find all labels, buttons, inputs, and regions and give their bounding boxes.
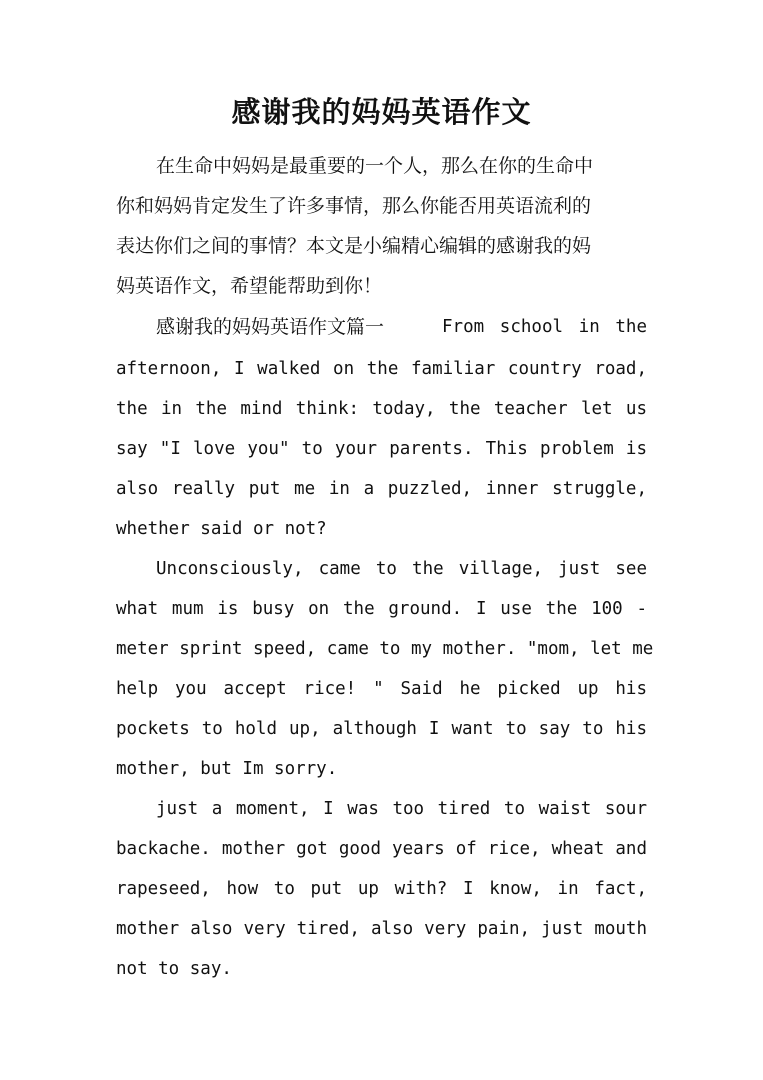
paragraph-line: the in the mind think: today, the teacher let us (116, 399, 647, 419)
paragraph-3 (116, 789, 647, 989)
paragraph-line: also really put me in a puzzled, inner struggle, (116, 479, 647, 499)
paragraph-line: whether said or not? (116, 519, 327, 539)
paragraph-line: pockets to hold up, although I want to say to his (116, 719, 647, 739)
paragraph-line: afternoon, I walked on the familiar country road, (116, 359, 647, 379)
paragraph-line: meter sprint speed, came to my mother. "mom, let me (116, 639, 654, 659)
paragraph-1 (116, 349, 647, 549)
intro-paragraph (116, 146, 676, 306)
intro-line: 在生命中妈妈是最重要的一个人，那么在你的生命中 (156, 155, 594, 177)
paragraph-line: just a moment, I was too tired to waist sour (156, 799, 647, 819)
document-title: 感谢我的妈妈英语作文 (231, 95, 532, 129)
intro-line: 表达你们之间的事情？本文是小编精心编辑的感谢我的妈 (116, 235, 592, 257)
essay-heading: 感谢我的妈妈英语作文篇一 (156, 316, 385, 338)
paragraph-line: Unconsciously, came to the village, just see (156, 559, 647, 579)
paragraph-line: rapeseed, how to put up with? I know, in fact, (116, 879, 647, 899)
paragraph1-start: From school in the (442, 317, 647, 337)
essay-heading-line (156, 307, 647, 347)
paragraph-line: backache. mother got good years of rice, wheat and (116, 839, 647, 859)
intro-line: 妈英语作文，希望能帮助到你！ (116, 275, 383, 297)
paragraph-line: mother, but Im sorry. (116, 759, 338, 779)
paragraph-line: mother also very tired, also very pain, just mouth (116, 919, 647, 939)
paragraph-line: what mum is busy on the ground. I use the 100 - (116, 599, 647, 619)
paragraph-2 (116, 549, 654, 789)
intro-line: 你和妈妈肯定发生了许多事情，那么你能否用英语流利的 (116, 195, 592, 217)
paragraph-line: say "I love you" to your parents. This problem is (116, 439, 647, 459)
paragraph-line: help you accept rice! " Said he picked up his (116, 679, 647, 699)
paragraph-line: not to say. (116, 959, 232, 979)
